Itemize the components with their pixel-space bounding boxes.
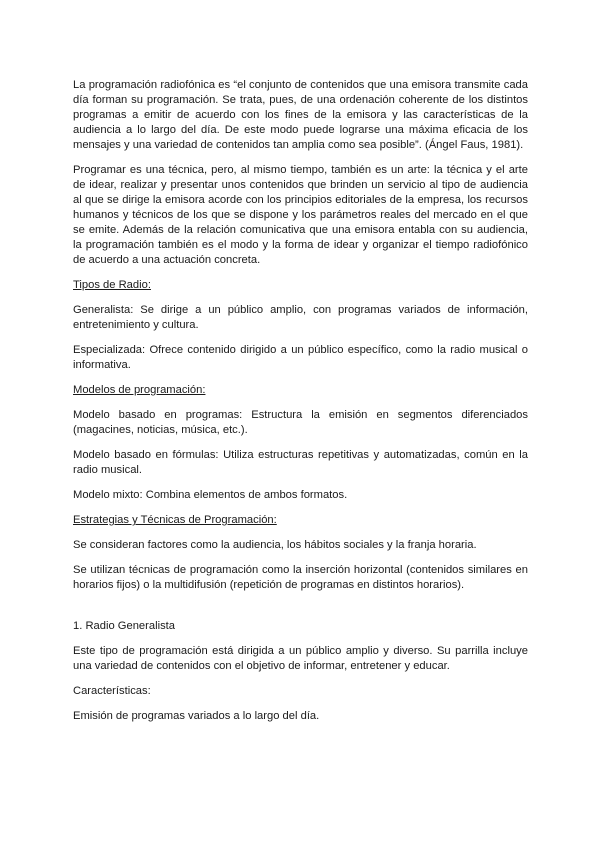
factores-paragraph: Se consideran factores como la audiencia, los hábitos sociales y la franja horaria. (73, 539, 477, 551)
caracteristicas-label: Características: (73, 685, 151, 697)
estrategias-heading: Estrategias y Técnicas de Programación: (73, 514, 277, 526)
modelos-heading: Modelos de programación: (73, 384, 206, 396)
emision-paragraph: Emisión de programas variados a lo largo del día. (73, 710, 320, 722)
intro-paragraph: La programación radiofónica es “el conjunto de contenidos que una emisora transmite cada día forman su programación. Se trata, pues, de una ordenación coherente de los distintos programas a emitir de acuerdo con los fines de la emisora y las características de la audiencia a lo largo del día. De este modo puede lograrse una máxima eficacia de los mensajes y una variedad de contenidos tan amplia como sea posible”. (Ángel Faus, 1981). (73, 79, 528, 151)
section1-title: 1. Radio Generalista (73, 620, 175, 632)
tipos-heading: Tipos de Radio: (73, 279, 151, 291)
modelo-mixto-paragraph: Modelo mixto: Combina elementos de ambos formatos. (73, 489, 348, 501)
section1-body: Este tipo de programación está dirigida a un público amplio y diverso. Su parrilla incluye una variedad de contenidos con el objetivo de informar, entretener y educar. (73, 645, 528, 672)
document-page (73, 78, 528, 734)
arte-paragraph: Programar es una técnica, pero, al mismo tiempo, también es un arte: la técnica y el arte de idear, realizar y presentar unos contenidos que brinden un servicio al tipo de audiencia al que se dirige la emisora acorde con los principios editoriales de la empresa, los recursos humanos y técnicos de los que se dispone y los parámetros reales del mercado en el que se emite. Además de la relación comunicativa que una emisora entabla con su audiencia, la programación también es el modo y la forma de idear y organizar el tiempo radiofónico de acuerdo a una actuación concreta. (73, 164, 528, 266)
especializada-paragraph: Especializada: Ofrece contenido dirigido a un público específico, como la radio musical o informativa. (73, 344, 528, 371)
modelo-programas-paragraph: Modelo basado en programas: Estructura la emisión en segmentos diferenciados (magacines, noticias, música, etc.). (73, 409, 528, 436)
tecnicas-paragraph: Se utilizan técnicas de programación como la inserción horizontal (contenidos similares en horarios fijos) o la multidifusión (repetición de programas en distintos horarios). (73, 564, 528, 591)
modelo-formulas-paragraph: Modelo basado en fórmulas: Utiliza estructuras repetitivas y automatizadas, común en la radio musical. (73, 449, 528, 476)
generalista-paragraph: Generalista: Se dirige a un público amplio, con programas variados de información, entretenimiento y cultura. (73, 304, 528, 331)
